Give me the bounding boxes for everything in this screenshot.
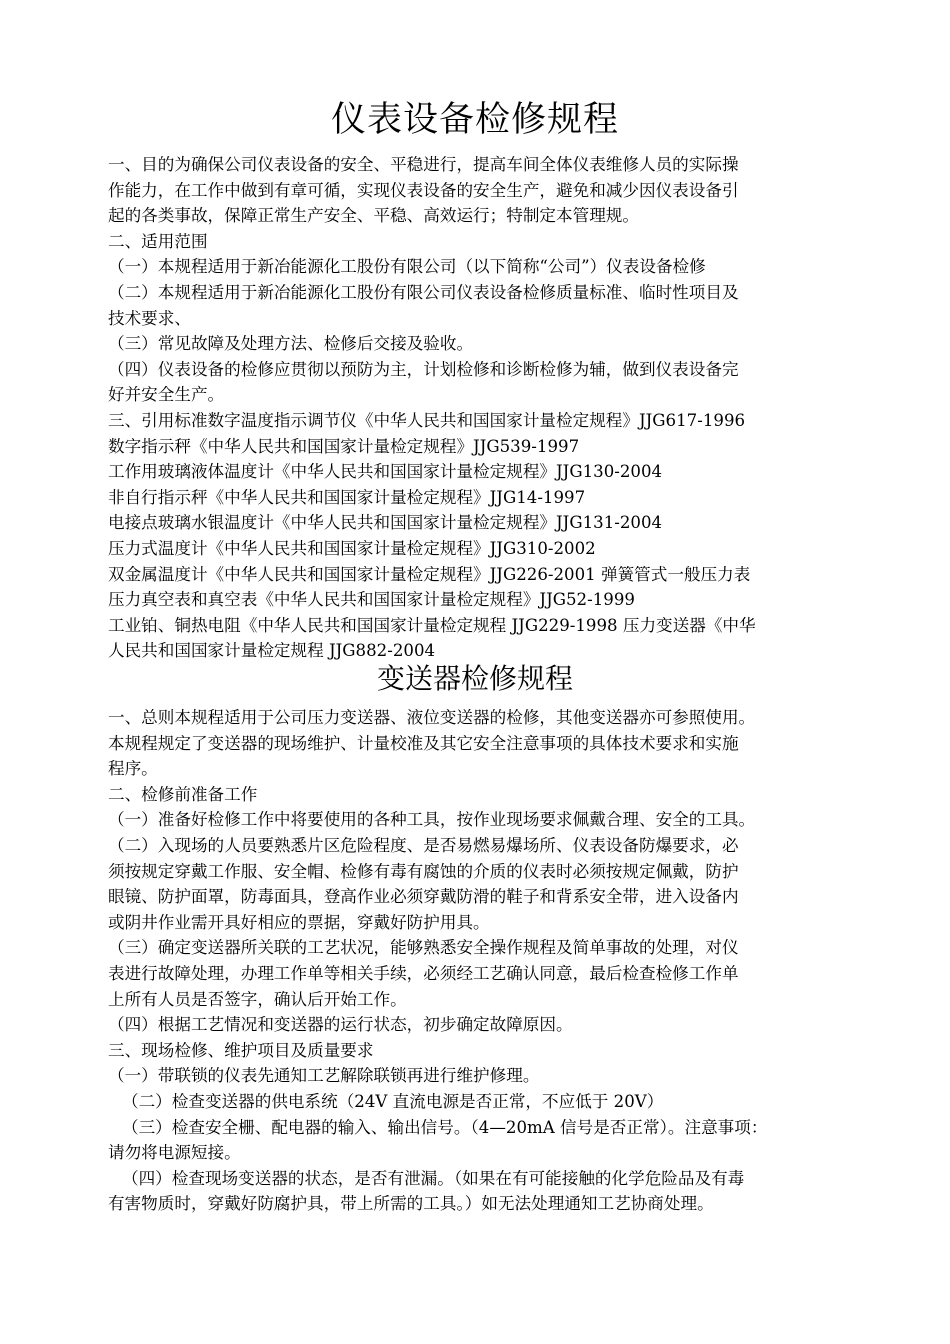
text-line: 技术要求、 — [108, 308, 191, 328]
text-line: 请勿将电源短接。 — [108, 1143, 241, 1163]
text-line: 须按规定穿戴工作服、安全帽、检修有毒有腐蚀的介质的仪表时必须按规定佩戴，防护 — [108, 861, 739, 881]
text-line: 眼镜、防护面罩，防毒面具，登高作业必须穿戴防滑的鞋子和背系安全带，进入设备内 — [108, 887, 739, 907]
text-line: 或阴井作业需开具好相应的票据，穿戴好防护用具。 — [108, 912, 490, 932]
section-heading: 二、检修前准备工作 — [108, 784, 258, 804]
text-line: 好并安全生产。 — [108, 385, 225, 405]
text-line: （一）本规程适用于新冶能源化工股份有限公司（以下简称“公司”）仪表设备检修 — [108, 257, 706, 277]
text-line: （三）常见故障及处理方法、检修后交接及验收。 — [108, 334, 474, 354]
text-line: 上所有人员是否签字，确认后开始工作。 — [108, 989, 407, 1009]
text-line: 三、引用标准数字温度指示调节仪《中华人民共和国国家计量检定规程》JJG617-1996 — [108, 410, 746, 430]
text-line: 双金属温度计《中华人民共和国国家计量检定规程》JJG226-2001 弹簧管式一般压力表 — [108, 564, 751, 584]
text-line: （四）检查现场变送器的状态，是否有泄漏。（如果在有可能接触的化学危险品及有毒 — [122, 1168, 745, 1188]
text-line: 一、总则本规程适用于公司压力变送器、液位变送器的检修，其他变送器亦可参照使用。 — [108, 708, 756, 727]
text-line: （二）入现场的人员要熟悉片区危险程度、是否易燃易爆场所、仪表设备防爆要求，必 — [108, 835, 739, 855]
text-line: 数字指示秤《中华人民共和国国家计量检定规程》JJG539-1997 — [108, 436, 580, 456]
text-line: （二）检查变送器的供电系统（24V 直流电源是否正常，不应低于 20V） — [122, 1091, 664, 1111]
document-title: 仪表设备检修规程 — [330, 100, 619, 140]
text-line: 作能力，在工作中做到有章可循，实现仪表设备的安全生产，避免和减少因仪表设备引 — [108, 180, 739, 200]
section-heading: 二、适用范围 — [108, 231, 208, 251]
text-line: 起的各类事故，保障正常生产安全、平稳、高效运行；特制定本管理规。 — [108, 206, 639, 226]
text-line: （四）仪表设备的检修应贯彻以预防为主，计划检修和诊断检修为辅，做到仪表设备完 — [108, 359, 739, 379]
text-line: 程序。 — [108, 759, 158, 779]
text-line: （一）准备好检修工作中将要使用的各种工具，按作业现场要求佩戴合理、安全的工具。 — [108, 810, 756, 830]
text-line: 表进行故障处理，办理工作单等相关手续，必须经工艺确认同意，最后检查检修工作单 — [108, 963, 739, 983]
text-line: 压力真空表和真空表《中华人民共和国国家计量检定规程》JJG52-1999 — [108, 590, 635, 610]
section-heading: 三、现场检修、维护项目及质量要求 — [108, 1040, 374, 1060]
text-line: 压力式温度计《中华人民共和国国家计量检定规程》JJG310-2002 — [108, 538, 596, 558]
text-line: （二）本规程适用于新冶能源化工股份有限公司仪表设备检修质量标准、临时性项目及 — [108, 282, 739, 302]
text-line: （三）检查安全栅、配电器的输入、输出信号。（4—20mA 信号是否正常）。注意事项： — [122, 1117, 768, 1137]
text-line: （三）确定变送器所关联的工艺状况，能够熟悉安全操作规程及简单事故的处理，对仪 — [108, 938, 739, 958]
text-line: 人民共和国国家计量检定规程 JJG882-2004 — [108, 641, 436, 661]
text-line: （一）带联锁的仪表先通知工艺解除联锁再进行维护修理。 — [108, 1066, 540, 1086]
text-line: 有害物质时，穿戴好防腐护具，带上所需的工具。）如无法处理通知工艺协商处理。 — [108, 1194, 714, 1214]
section-transmitter-text — [108, 705, 848, 1217]
text-line: 本规程规定了变送器的现场维护、计量校准及其它安全注意事项的具体技术要求和实施 — [108, 733, 739, 753]
text-line: 非自行指示秤《中华人民共和国国家计量检定规程》JJG14-1997 — [108, 487, 586, 507]
document-subtitle: 变送器检修规程 — [376, 662, 573, 695]
text-line: 一、目的为确保公司仪表设备的安全、平稳进行，提高车间全体仪表维修人员的实际操 — [108, 155, 739, 174]
text-line: 工业铂、铜热电阻《中华人民共和国国家计量检定规程 JJG229-1998 压力变送器《中华 — [108, 615, 756, 635]
section-regulation-text — [108, 152, 848, 664]
text-line: 工作用玻璃液体温度计《中华人民共和国国家计量检定规程》JJG130-2004 — [108, 462, 663, 482]
text-line: （四）根据工艺情况和变送器的运行状态，初步确定故障原因。 — [108, 1015, 573, 1035]
text-line: 电接点玻璃水银温度计《中华人民共和国国家计量检定规程》JJG131-2004 — [108, 513, 663, 533]
